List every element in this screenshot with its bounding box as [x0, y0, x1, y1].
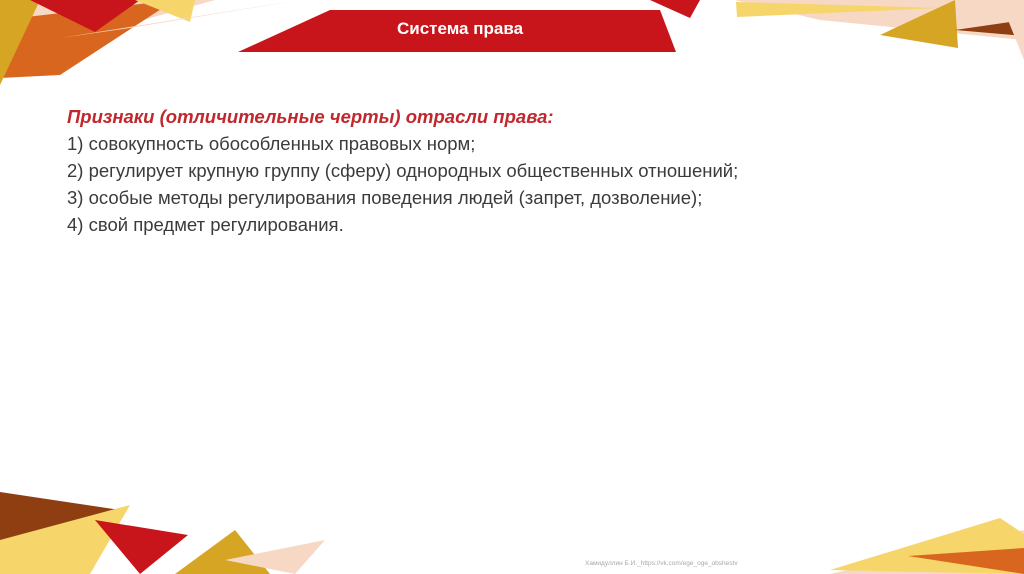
decor-shape	[175, 530, 270, 574]
list-item: 3) особые методы регулирования поведения людей (запрет, дозволение);	[67, 187, 703, 208]
list-item: 2) регулирует крупную группу (сферу) однородных общественных отношений;	[67, 160, 739, 181]
content-heading: Признаки (отличительные черты) отрасли права:	[67, 106, 554, 127]
footer-credit: Хамидуллин Б.И._https://vk.com/ege_oge_obshestv	[585, 560, 738, 567]
decor-shape	[95, 520, 188, 574]
list-item: 1) совокупность обособленных правовых норм;	[67, 133, 476, 154]
slide-title: Система права	[396, 19, 524, 38]
slide-content	[67, 103, 967, 238]
list-item: 4) свой предмет регулирования.	[67, 214, 344, 235]
